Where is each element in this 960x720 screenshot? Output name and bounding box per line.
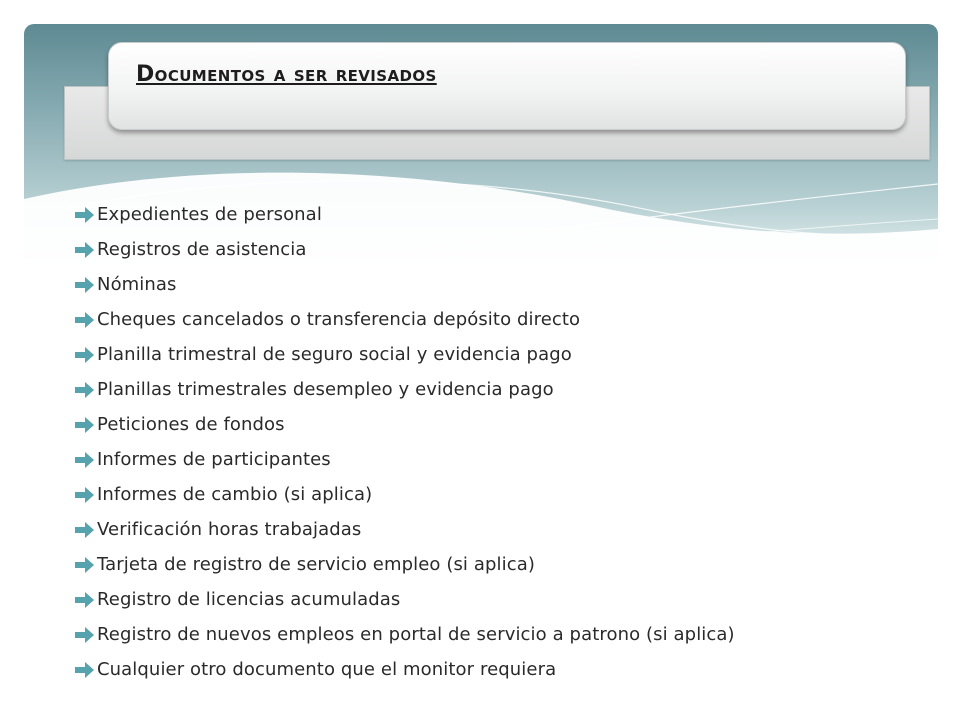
list-item — [74, 652, 735, 687]
arrow-right-icon — [74, 416, 95, 434]
list-item-label: Registros de asistencia — [97, 239, 307, 260]
arrow-right-icon — [74, 346, 95, 364]
arrow-right-icon — [74, 381, 95, 399]
list-item — [74, 617, 735, 652]
list-item — [74, 442, 735, 477]
arrow-right-icon — [74, 521, 95, 539]
list-item — [74, 477, 735, 512]
list-item — [74, 582, 735, 617]
list-item — [74, 372, 735, 407]
list-item — [74, 302, 735, 337]
list-item — [74, 197, 735, 232]
page-title: Documentos a ser revisados — [136, 62, 437, 87]
arrow-right-icon — [74, 451, 95, 469]
list-item-label: Expedientes de personal — [97, 204, 322, 225]
list-item-label: Peticiones de fondos — [97, 414, 285, 435]
list-item-label: Informes de cambio (si aplica) — [97, 484, 373, 505]
list-item-label: Cualquier otro documento que el monitor requiera — [97, 659, 557, 680]
list-item-label: Informes de participantes — [97, 449, 331, 470]
list-item — [74, 407, 735, 442]
arrow-right-icon — [74, 556, 95, 574]
arrow-right-icon — [74, 661, 95, 679]
list-item-label: Tarjeta de registro de servicio empleo (si aplica) — [97, 554, 535, 575]
list-item-label: Planilla trimestral de seguro social y evidencia pago — [97, 344, 572, 365]
arrow-right-icon — [74, 486, 95, 504]
list-item-label: Cheques cancelados o transferencia depósito directo — [97, 309, 581, 330]
arrow-right-icon — [74, 276, 95, 294]
list-item — [74, 512, 735, 547]
arrow-right-icon — [74, 206, 95, 224]
list-item-label: Registro de licencias acumuladas — [97, 589, 401, 610]
list-item-label: Planillas trimestrales desempleo y evidencia pago — [97, 379, 554, 400]
list-item — [74, 267, 735, 302]
list-item-label: Nóminas — [97, 274, 177, 295]
arrow-right-icon — [74, 311, 95, 329]
list-item — [74, 547, 735, 582]
list-item — [74, 337, 735, 372]
list-item-label: Registro de nuevos empleos en portal de servicio a patrono (si aplica) — [97, 624, 735, 645]
document-list — [74, 197, 735, 687]
list-item — [74, 232, 735, 267]
arrow-right-icon — [74, 626, 95, 644]
arrow-right-icon — [74, 591, 95, 609]
arrow-right-icon — [74, 241, 95, 259]
list-item-label: Verificación horas trabajadas — [97, 519, 362, 540]
